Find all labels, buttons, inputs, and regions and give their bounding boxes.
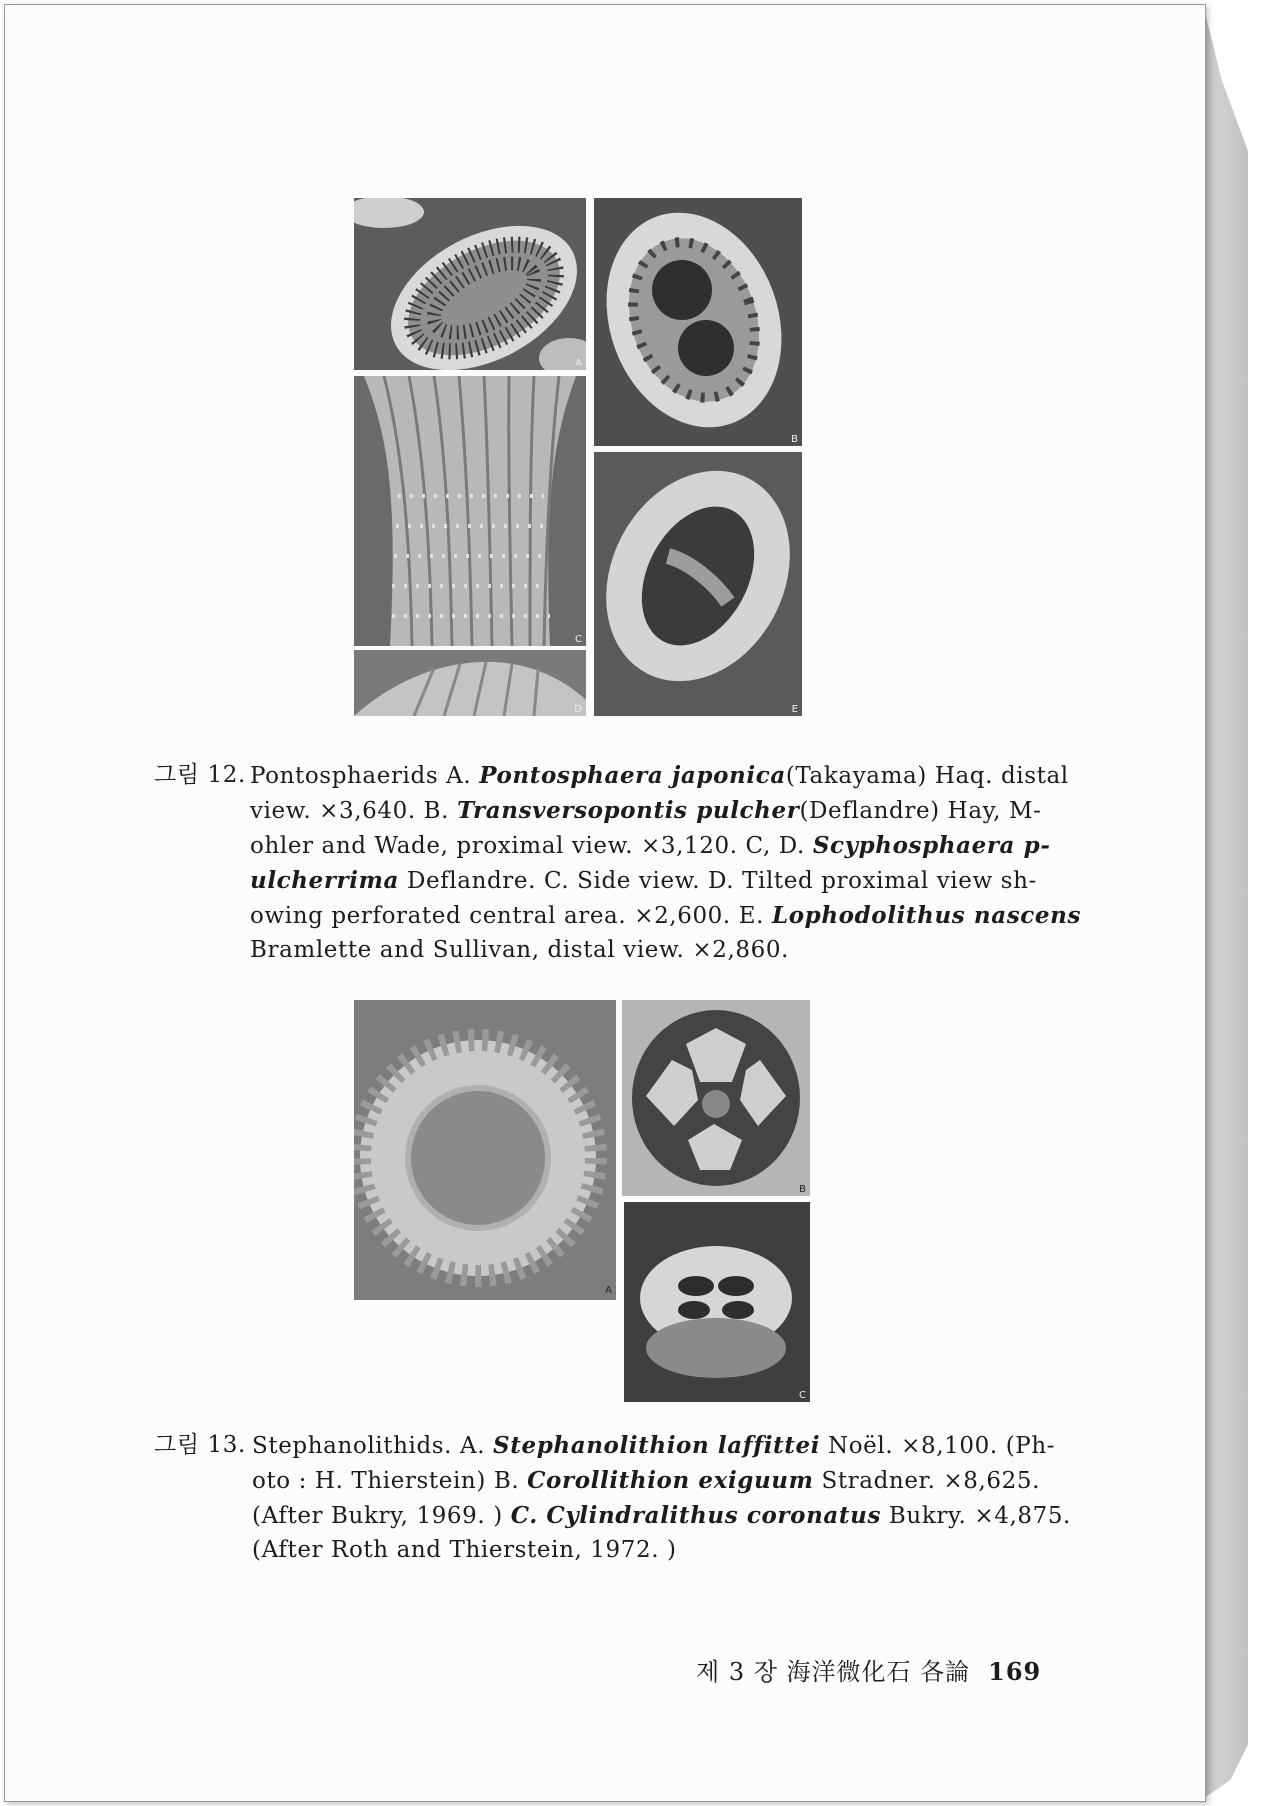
panel-label: B [799,1184,806,1195]
species-name: C. Cylindralithus coronatus [510,1502,882,1529]
caption-text: Pontosphaerids A. [250,763,480,789]
species-name: Lophodolithus nascens [771,902,1082,929]
panel-label: A [605,1285,612,1296]
species-name: Transversopontis pulcher [457,797,800,824]
caption-line [250,863,1037,899]
panel-label: B [791,434,798,445]
caption-line [252,1498,1071,1534]
caption-line [250,793,1042,829]
panel-label: D [574,704,582,715]
species-name: Stephanolithion laffittei [493,1432,821,1459]
chapter-title: 제 3 장 海洋微化石 各論 [696,1658,971,1686]
species-name: Pontosphaera japonica [479,762,786,789]
fig12-photo-b [594,198,802,446]
caption-text: (After Bukry, 1969. ) [252,1503,511,1529]
fig13-photo-c [624,1202,810,1402]
fig13-photo-b [622,1000,810,1196]
figure-13-number: 그림 13. [154,1432,246,1458]
page-number: 169 [988,1657,1042,1686]
caption-text: Stradner. ×8,625. [813,1468,1041,1494]
page-edge [1204,8,1248,1798]
species-name: Corollithion exiguum [527,1467,814,1494]
fig12-photo-c [354,376,586,646]
caption-text: (After Roth and Thierstein, 1972. ) [252,1537,677,1563]
caption-line [250,828,1050,864]
caption-line [252,1533,677,1568]
caption-text: Bukry. ×4,875. [881,1503,1071,1529]
figure-12-caption [154,758,1082,970]
caption-text: Deflandre. C. Side view. D. Tilted proximal view sh- [399,868,1037,894]
species-name: ulcherrima [250,867,400,894]
caption-line [250,898,1081,934]
caption-line [250,933,789,968]
page-footer [696,1652,1041,1687]
fig12-photo-a [354,198,586,370]
caption-text: ohler and Wade, proximal view. ×3,120. C, D. [250,833,813,859]
caption-line [252,1463,1040,1499]
caption-text: (Takayama) Haq. distal [785,763,1069,789]
caption-line [252,1428,1055,1464]
fig12-photo-e [594,452,802,716]
fig13-photo-a [354,1000,616,1300]
caption-text: Noël. ×8,100. (Ph- [820,1433,1056,1459]
figure-13-caption [154,1428,1071,1570]
caption-text: oto : H. Thierstein) B. [252,1468,528,1494]
panel-label: C [799,1390,806,1401]
caption-text: view. ×3,640. B. [250,798,458,824]
caption-text: Bramlette and Sullivan, distal view. ×2,860. [250,937,790,963]
fig12-photo-d [354,650,586,716]
figure-12-number: 그림 12. [154,762,246,788]
panel-label: C [575,634,582,645]
species-name: Scyphosphaera p- [812,832,1051,859]
panel-label: A [575,358,582,369]
caption-line [250,758,1069,794]
caption-text: Stephanolithids. A. [252,1433,494,1459]
panel-label: E [791,704,798,715]
caption-text: (Deflandre) Hay, M- [799,798,1042,824]
caption-text: owing perforated central area. ×2,600. E. [250,903,772,929]
